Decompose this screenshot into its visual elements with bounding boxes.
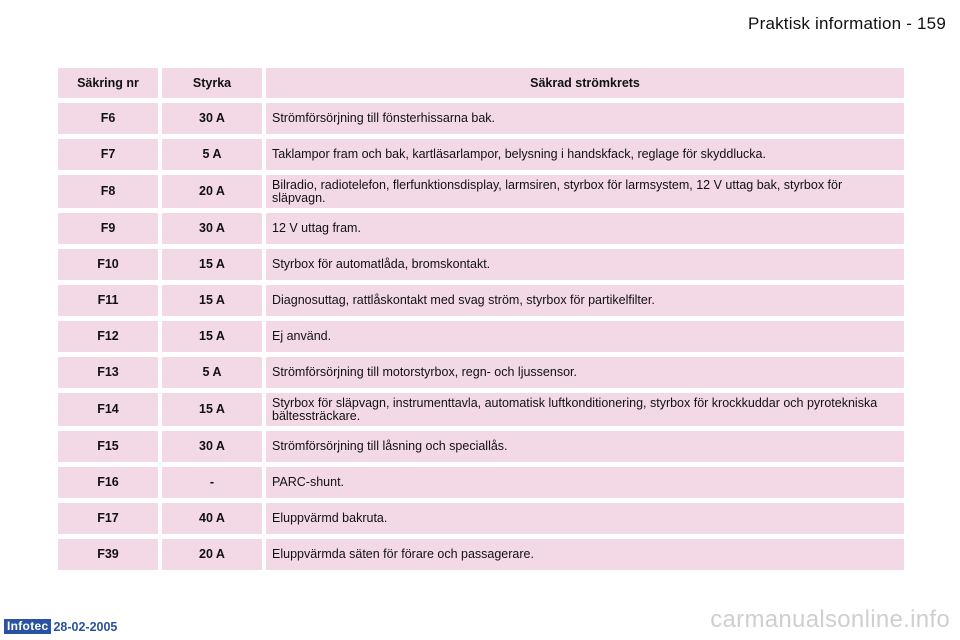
- fuse-circuit: Ej använd.: [266, 321, 904, 352]
- fuse-rating: -: [162, 467, 262, 498]
- footer-date: 28-02-2005: [53, 619, 118, 634]
- fuse-number: F11: [58, 285, 158, 316]
- watermark: carmanualsonline.info: [710, 606, 950, 633]
- fuse-number: F7: [58, 139, 158, 170]
- fuse-rating: 15 A: [162, 285, 262, 316]
- fuse-circuit: Strömförsörjning till låsning och speciallås.: [266, 431, 904, 462]
- fuse-number: F13: [58, 357, 158, 388]
- fuse-rating: 20 A: [162, 175, 262, 208]
- fuse-circuit: Taklampor fram och bak, kartläsarlampor, belysning i handskfack, reglage för skyddlucka.: [266, 139, 904, 170]
- fuse-number: F39: [58, 539, 158, 570]
- fuse-circuit: PARC-shunt.: [266, 467, 904, 498]
- fuse-rating: 40 A: [162, 503, 262, 534]
- fuse-number: F9: [58, 213, 158, 244]
- fuse-circuit: 12 V uttag fram.: [266, 213, 904, 244]
- infotec-logo: Infotec: [4, 619, 51, 634]
- table-row: [58, 285, 904, 316]
- fuse-number: F10: [58, 249, 158, 280]
- fuse-number: F15: [58, 431, 158, 462]
- fuse-circuit: Bilradio, radiotelefon, flerfunktionsdisplay, larmsiren, styrbox för larmsystem, 12 V uttag bak, styrbox för släpvagn.: [266, 175, 904, 208]
- table-row: [58, 357, 904, 388]
- fuse-circuit: Eluppvärmd bakruta.: [266, 503, 904, 534]
- fuse-circuit: Styrbox för släpvagn, instrumenttavla, automatisk luftkonditionering, styrbox för krockkuddar och pyrotekniska bältessträckare.: [266, 393, 904, 426]
- fuse-rating: 15 A: [162, 321, 262, 352]
- fuse-number: F14: [58, 393, 158, 426]
- footer-brand: [4, 619, 117, 634]
- fuse-circuit: Strömförsörjning till motorstyrbox, regn- och ljussensor.: [266, 357, 904, 388]
- fuse-circuit: Strömförsörjning till fönsterhissarna bak.: [266, 103, 904, 134]
- column-header-circuit: Säkrad strömkrets: [266, 68, 904, 98]
- column-header-rating: Styrka: [162, 68, 262, 98]
- page-title: Praktisk information - 159: [748, 14, 946, 33]
- fuse-rating: 30 A: [162, 431, 262, 462]
- fuse-circuit: Diagnosuttag, rattlåskontakt med svag ström, styrbox för partikelfilter.: [266, 285, 904, 316]
- table-row: [58, 103, 904, 134]
- fuse-circuit: Eluppvärmda säten för förare och passagerare.: [266, 539, 904, 570]
- column-header-fuse-number: Säkring nr: [58, 68, 158, 98]
- fuse-number: F12: [58, 321, 158, 352]
- fuse-rating: 5 A: [162, 357, 262, 388]
- fuse-number: F17: [58, 503, 158, 534]
- table-row: [58, 175, 904, 208]
- table-row: [58, 321, 904, 352]
- table-row: [58, 213, 904, 244]
- fuse-rating: 20 A: [162, 539, 262, 570]
- fuse-number: F6: [58, 103, 158, 134]
- fuse-circuit: Styrbox för automatlåda, bromskontakt.: [266, 249, 904, 280]
- fuse-rating: 30 A: [162, 213, 262, 244]
- table-row: [58, 431, 904, 462]
- fuse-number: F8: [58, 175, 158, 208]
- fuse-rating: 30 A: [162, 103, 262, 134]
- table-row: [58, 393, 904, 426]
- table-row: [58, 539, 904, 570]
- table-row: [58, 249, 904, 280]
- fuse-rating: 15 A: [162, 249, 262, 280]
- fuse-rating: 15 A: [162, 393, 262, 426]
- table-row: [58, 467, 904, 498]
- fuse-rating: 5 A: [162, 139, 262, 170]
- table-row: [58, 139, 904, 170]
- fuse-table: [54, 63, 908, 575]
- fuse-number: F16: [58, 467, 158, 498]
- table-row: [58, 503, 904, 534]
- table-header-row: [58, 68, 904, 98]
